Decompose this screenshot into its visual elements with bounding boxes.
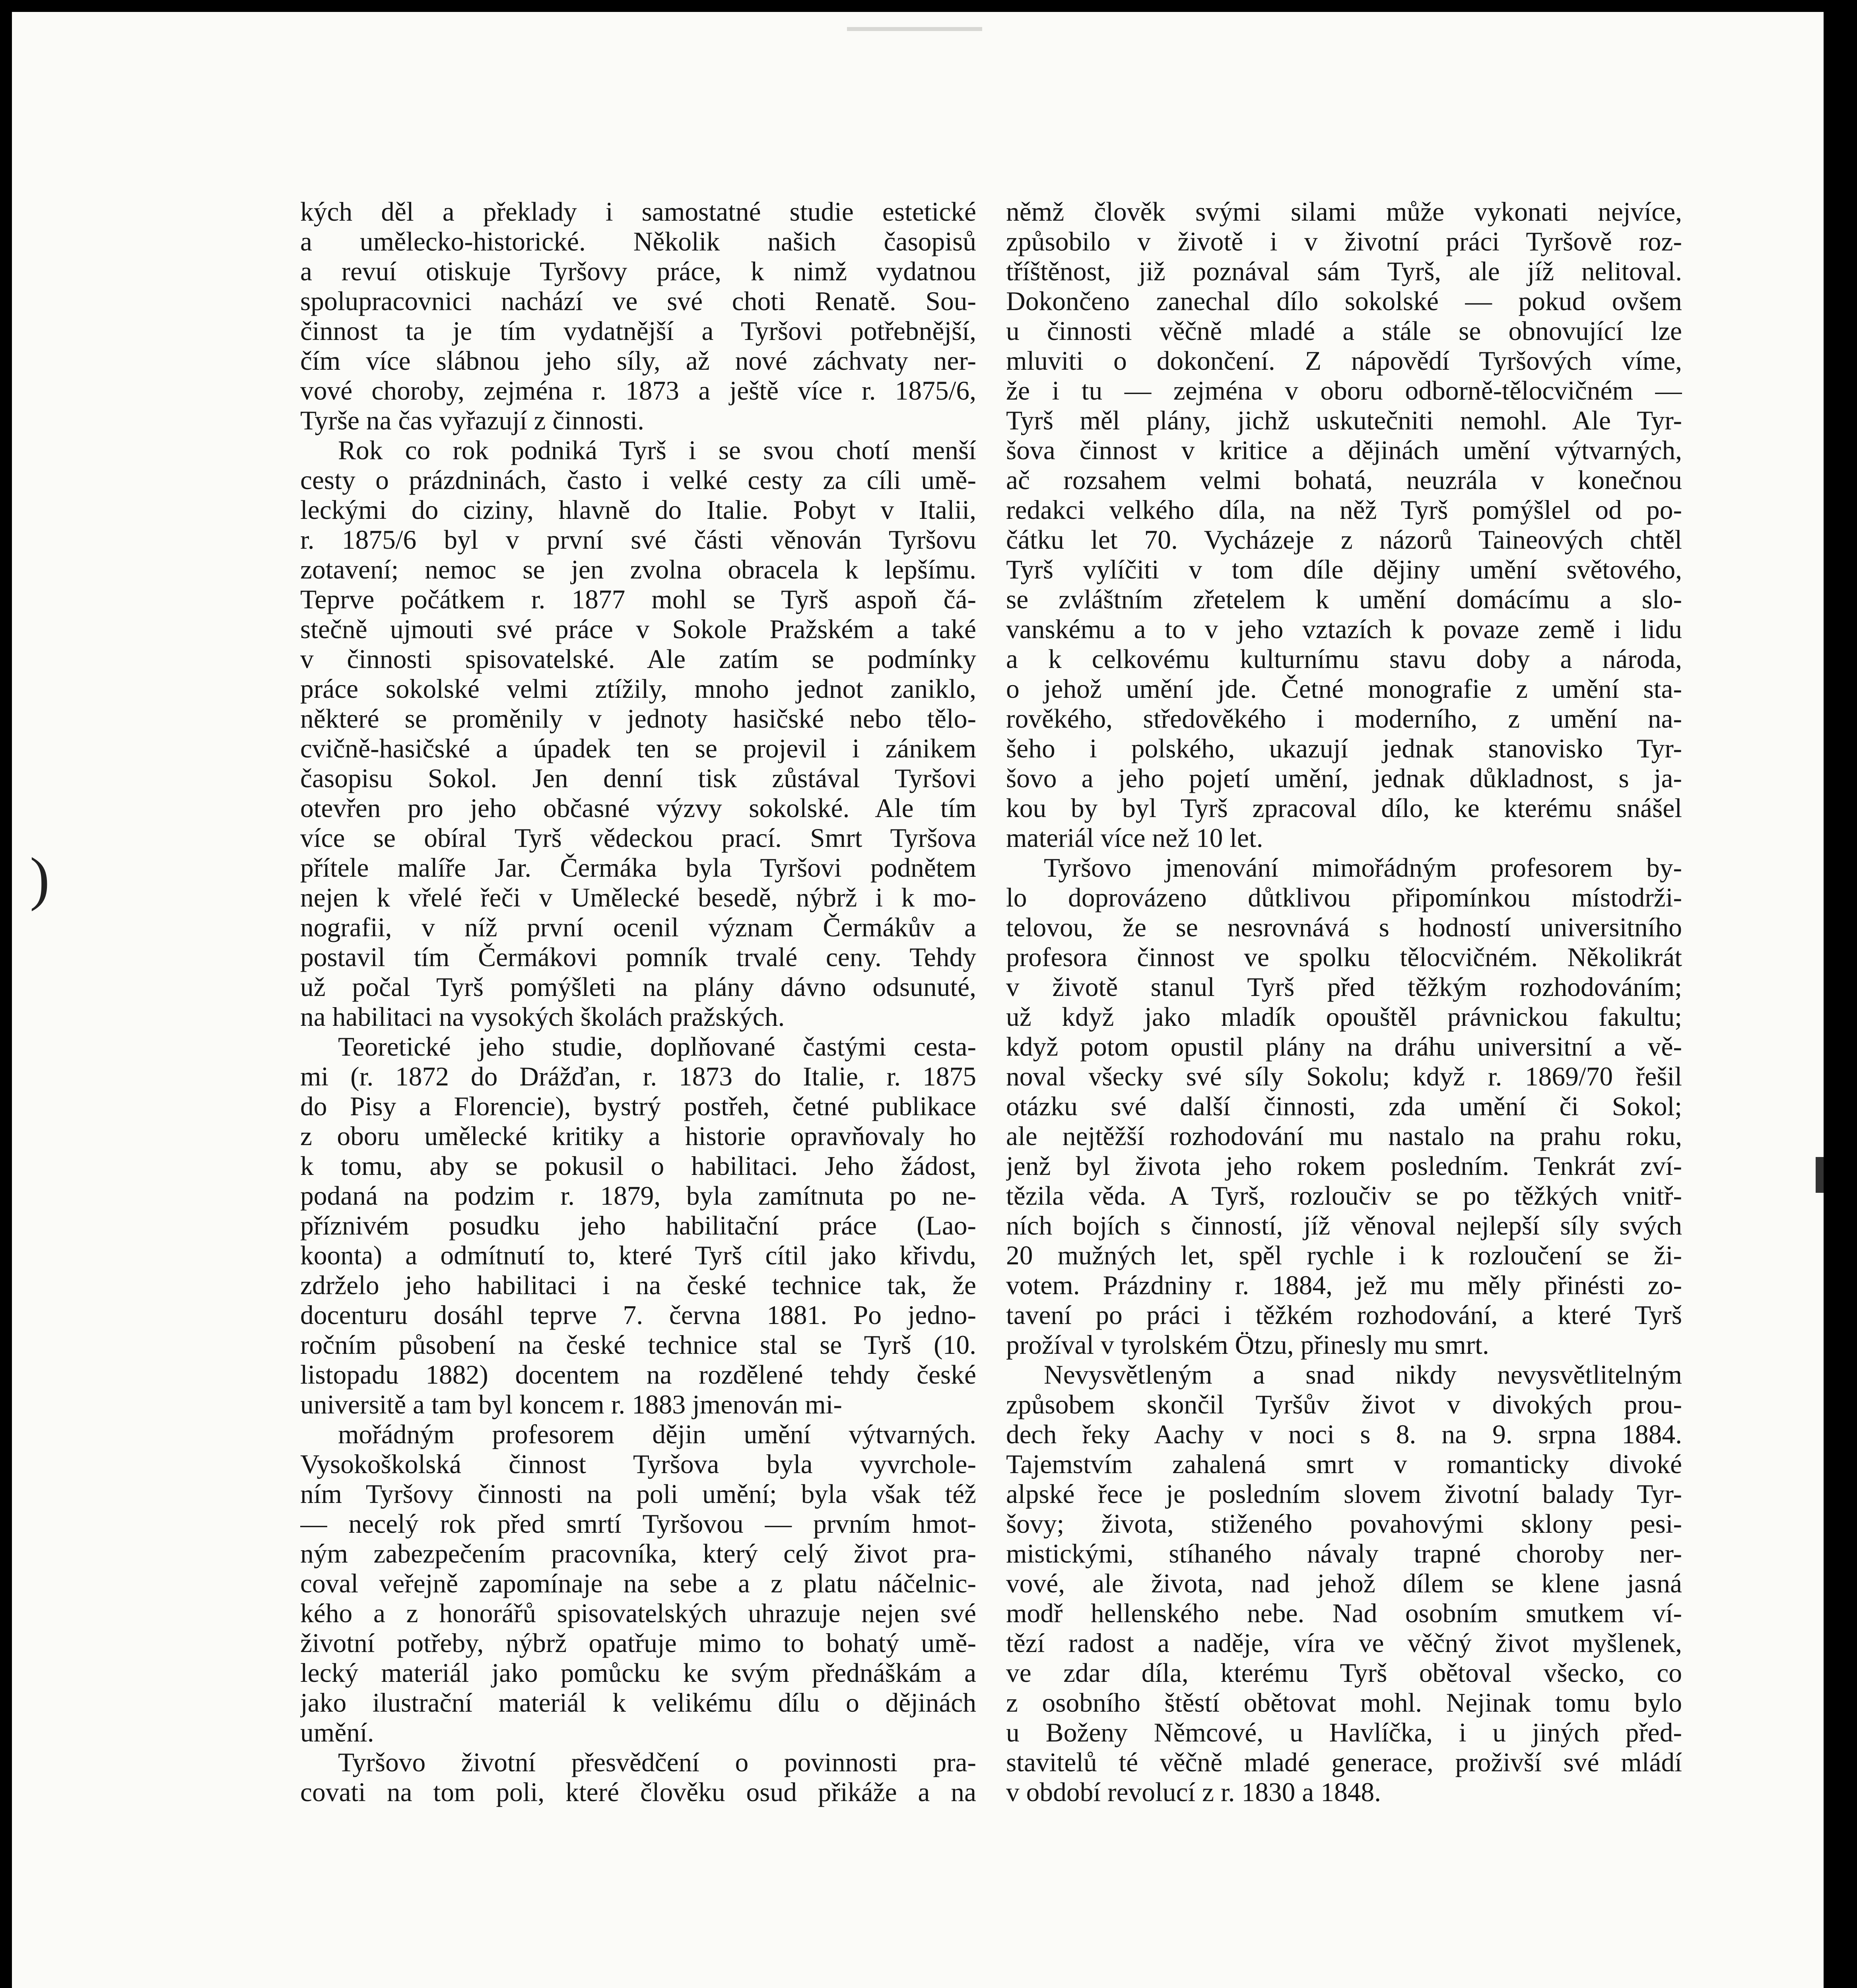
left-text-column bbox=[300, 197, 976, 1807]
text-line: rověkého, středověkého i moderního, z umění na- bbox=[1006, 704, 1682, 734]
text-line: vanskému a to v jeho vztazích k povaze země i lidu bbox=[1006, 614, 1682, 644]
text-line: kých děl a překlady i samostatné studie estetické bbox=[300, 197, 976, 227]
text-line: umění. bbox=[300, 1718, 374, 1747]
text-line: že i tu — zejména v oboru odborně-tělocvičném — bbox=[1006, 376, 1682, 406]
text-line: ale nejtěžší rozhodování mu nastalo na prahu roku, bbox=[1006, 1121, 1682, 1151]
text-line: způsobem skončil Tyršův život v divokých prou- bbox=[1006, 1390, 1682, 1419]
text-line: Tyrše na čas vyřazují z činnosti. bbox=[300, 406, 644, 435]
text-line: redakci velkého díla, na něž Tyrš pomýšlel od po- bbox=[1006, 495, 1682, 525]
text-line: spolupracovnici nachází ve své choti Renatě. Sou- bbox=[300, 286, 976, 316]
text-line: postavil tím Čermákovi pomník trvalé ceny. Tehdy bbox=[300, 942, 976, 972]
text-line: se zvláštním zřetelem k umění domácímu a slo- bbox=[1006, 584, 1682, 614]
text-line: listopadu 1882) docentem na rozdělené tehdy české bbox=[300, 1360, 976, 1390]
text-line: kou by byl Tyrš zpracoval dílo, ke kterému snášel bbox=[1006, 793, 1682, 823]
text-line: v období revolucí z r. 1830 a 1848. bbox=[1006, 1777, 1381, 1807]
text-line: ač rozsahem velmi bohatá, neuzrála v konečnou bbox=[1006, 465, 1682, 495]
text-line: kého a z honorářů spisovatelských uhrazuje nejen své bbox=[300, 1598, 976, 1628]
text-line: už když jako mladík opouštěl právnickou fakultu; bbox=[1006, 1002, 1682, 1032]
text-line: ve zdar díla, kterému Tyrš obětoval všecko, co bbox=[1006, 1658, 1682, 1688]
text-line: přítele malíře Jar. Čermáka byla Tyršovi podnětem bbox=[300, 853, 976, 883]
text-line: práce sokolské velmi ztížily, mnoho jednot zaniklo, bbox=[300, 674, 976, 704]
text-line: covati na tom poli, které člověku osud přikáže a na bbox=[300, 1777, 976, 1807]
text-line: Teprve počátkem r. 1877 mohl se Tyrš aspoň čá- bbox=[300, 584, 976, 614]
text-line: šovo a jeho pojetí umění, jednak důkladnost, s ja- bbox=[1006, 763, 1682, 793]
text-line: ným zabezpečením pracovníka, který celý život pra- bbox=[300, 1539, 976, 1569]
text-line: ním Tyršovy činnosti na poli umění; byla však též bbox=[300, 1479, 976, 1509]
scanned-page bbox=[12, 12, 1824, 1988]
text-line: cvičně-hasičské a úpadek ten se projevil i zánikem bbox=[300, 734, 976, 763]
text-line: v činnosti spisovatelské. Ale zatím se podmínky bbox=[300, 644, 976, 674]
text-line: čátku let 70. Vycházeje z názorů Taineových chtěl bbox=[1006, 525, 1682, 555]
text-line: lo doprovázeno důtklivou připomínkou místodrži- bbox=[1006, 883, 1682, 912]
text-line: leckými do ciziny, hlavně do Italie. Pobyt v Italii, bbox=[300, 495, 976, 525]
text-line: vové choroby, zejména r. 1873 a ještě více r. 1875/6, bbox=[300, 376, 976, 406]
text-line: koonta) a odmítnutí to, které Tyrš cítil jako křivdu, bbox=[300, 1241, 976, 1270]
text-line: lecký materiál jako pomůcku ke svým přednáškám a bbox=[300, 1658, 976, 1688]
text-line: Rok co rok podniká Tyrš i se svou chotí menší bbox=[338, 435, 976, 465]
text-line: ních bojích s činností, jíž věnoval nejlepší síly svých bbox=[1006, 1211, 1682, 1241]
text-line: Vysokoškolská činnost Tyršova byla vyvrchole- bbox=[300, 1449, 976, 1479]
text-line: — necelý rok před smrtí Tyršovou — prvním hmot- bbox=[300, 1509, 976, 1539]
text-line: docenturu dosáhl teprve 7. června 1881. Po jedno- bbox=[300, 1300, 976, 1330]
text-line: coval veřejně zapomínaje na sebe a z platu náčelnic- bbox=[300, 1569, 976, 1598]
text-line: některé se proměnily v jednoty hasičské nebo tělo- bbox=[300, 704, 976, 734]
text-line: o jehož umění jde. Četné monografie z umění sta- bbox=[1006, 674, 1682, 704]
text-line: zotavení; nemoc se jen zvolna obracela k lepšímu. bbox=[300, 555, 976, 584]
text-line: životní potřeby, nýbrž opatřuje mimo to bohatý umě- bbox=[300, 1628, 976, 1658]
text-line: z osobního štěstí obětovat mohl. Nejinak tomu bylo bbox=[1006, 1688, 1682, 1718]
text-line: tězila věda. A Tyrš, rozloučiv se po těžkých vnitř- bbox=[1006, 1181, 1682, 1211]
text-line: stečně ujmouti své práce v Sokole Pražském a také bbox=[300, 614, 976, 644]
text-line: stavitelů té věčně mladé generace, proživší své mládí bbox=[1006, 1747, 1682, 1777]
text-line: cesty o prázdninách, často i velké cesty za cíli umě- bbox=[300, 465, 976, 495]
text-line: u činnosti věčně mladé a stále se obnovující lze bbox=[1006, 316, 1682, 346]
text-line: více se obíral Tyrš vědeckou prací. Smrt Tyršova bbox=[300, 823, 976, 853]
text-line: r. 1875/6 byl v první své části věnován Tyršovu bbox=[300, 525, 976, 555]
text-line: tavení po práci i těžkém rozhodování, a které Tyrš bbox=[1006, 1300, 1682, 1330]
text-line: podaná na podzim r. 1879, byla zamítnuta po ne- bbox=[300, 1181, 976, 1211]
text-line: tězí radost a naděje, víra ve věčný život myšlenek, bbox=[1006, 1628, 1682, 1658]
text-line: už počal Tyrš pomýšleti na plány dávno odsunuté, bbox=[300, 972, 976, 1002]
text-line: jako ilustrační materiál k velikému dílu o dějinách bbox=[300, 1688, 976, 1718]
text-line: modř hellenského nebe. Nad osobním smutkem ví- bbox=[1006, 1598, 1682, 1628]
text-line: dech řeky Aachy v noci s 8. na 9. srpna 1884. bbox=[1006, 1419, 1682, 1449]
text-line: do Pisy a Florencie), bystrý postřeh, četné publikace bbox=[300, 1091, 976, 1121]
text-line: Tyršovo jmenování mimořádným profesorem by- bbox=[1044, 853, 1682, 883]
text-line: otázku své další činnosti, zda umění či Sokol; bbox=[1006, 1091, 1682, 1121]
text-line: na habilitaci na vysokých školách pražských. bbox=[300, 1002, 785, 1032]
text-line: Tajemstvím zahalená smrt v romanticky divoké bbox=[1006, 1449, 1682, 1479]
text-line: jenž byl života jeho rokem posledním. Tenkrát zví- bbox=[1006, 1151, 1682, 1181]
text-line: Tyršovo životní přesvědčení o povinnosti pra- bbox=[338, 1747, 976, 1777]
text-line: profesora činnost ve spolku tělocvičném. Několikrát bbox=[1006, 942, 1682, 972]
text-line: prožíval v tyrolském Ötzu, přinesly mu smrt. bbox=[1006, 1330, 1489, 1360]
text-line: zdrželo jeho habilitaci i na české technice tak, že bbox=[300, 1270, 976, 1300]
text-line: časopisu Sokol. Jen denní tisk zůstával Tyršovi bbox=[300, 763, 976, 793]
text-line: mistickými, stíhaného návaly trapné choroby ner- bbox=[1006, 1539, 1682, 1569]
text-line: k tomu, aby se pokusil o habilitaci. Jeho žádost, bbox=[300, 1151, 976, 1181]
margin-bracket-mark: ) bbox=[30, 846, 50, 912]
text-line: Teoretické jeho studie, doplňované častými cesta- bbox=[338, 1032, 976, 1062]
text-line: a umělecko-historické. Několik našich časopisů bbox=[300, 227, 976, 256]
text-line: noval všecky své síly Sokolu; když r. 1869/70 řešil bbox=[1006, 1062, 1682, 1091]
text-line: šovy; života, stiženého povahovými sklony pesi- bbox=[1006, 1509, 1682, 1539]
text-line: otevřen pro jeho občasné výzvy sokolské. Ale tím bbox=[300, 793, 976, 823]
text-line: votem. Prázdniny r. 1884, jež mu měly přinésti zo- bbox=[1006, 1270, 1682, 1300]
text-line: šeho i polského, ukazují jednak stanovisko Tyr- bbox=[1006, 734, 1682, 763]
text-line: materiál více než 10 let. bbox=[1006, 823, 1263, 853]
text-line: Nevysvětleným a snad nikdy nevysvětlitelným bbox=[1044, 1360, 1682, 1390]
scan-smudge-top bbox=[847, 27, 982, 31]
text-line: a revuí otiskuje Tyršovy práce, k nimž vydatnou bbox=[300, 256, 976, 286]
text-line: Tyrš měl plány, jichž uskutečniti nemohl. Ale Tyr- bbox=[1006, 406, 1682, 435]
text-line: Tyrš vylíčiti v tom díle dějiny umění světového, bbox=[1006, 555, 1682, 584]
text-line: alpské řece je posledním slovem životní balady Tyr- bbox=[1006, 1479, 1682, 1509]
right-text-column bbox=[1006, 197, 1682, 1807]
text-line: 20 mužných let, spěl rychle i k rozloučení se ži- bbox=[1006, 1241, 1682, 1270]
text-line: čím více slábnou jeho síly, až nové záchvaty ner- bbox=[300, 346, 976, 376]
text-line: ročním působení na české technice stal se Tyrš (10. bbox=[300, 1330, 976, 1360]
text-line: vové, ale života, nad jehož dílem se klene jasná bbox=[1006, 1569, 1682, 1598]
text-line: Dokončeno zanechal dílo sokolské — pokud ovšem bbox=[1006, 286, 1682, 316]
text-line: mluviti o dokončení. Z nápovědí Tyršových víme, bbox=[1006, 346, 1682, 376]
text-line: nografii, v níž první ocenil význam Čermákův a bbox=[300, 912, 976, 942]
text-line: němž člověk svými silami může vykonati nejvíce, bbox=[1006, 197, 1682, 227]
text-line: tříštěnost, již poznával sám Tyrš, ale jíž nelitoval. bbox=[1006, 256, 1682, 286]
text-line: a k celkovému kulturnímu stavu doby a národa, bbox=[1006, 644, 1682, 674]
text-line: u Boženy Němcové, u Havlíčka, i u jiných před- bbox=[1006, 1718, 1682, 1747]
text-line: telovou, že se nesrovnává s hodností universitního bbox=[1006, 912, 1682, 942]
text-line: šova činnost v kritice a dějinách umění výtvarných, bbox=[1006, 435, 1682, 465]
text-line: mořádným profesorem dějin umění výtvarných. bbox=[338, 1419, 976, 1449]
text-line: činnost ta je tím vydatnější a Tyršovi potřebnější, bbox=[300, 316, 976, 346]
text-line: nejen k vřelé řeči v Umělecké besedě, nýbrž i k mo- bbox=[300, 883, 976, 912]
text-line: když potom opustil plány na dráhu universitní a vě- bbox=[1006, 1032, 1682, 1062]
text-line: příznivém posudku jeho habilitační práce (Lao- bbox=[300, 1211, 976, 1241]
text-line: v životě stanul Tyrš před těžkým rozhodováním; bbox=[1006, 972, 1682, 1002]
text-line: universitě a tam byl koncem r. 1883 jmenován mi- bbox=[300, 1390, 842, 1419]
text-line: způsobilo v životě i v životní práci Tyršově roz- bbox=[1006, 227, 1682, 256]
text-line: mi (r. 1872 do Drážďan, r. 1873 do Italie, r. 1875 bbox=[300, 1062, 976, 1091]
text-line: z oboru umělecké kritiky a historie opravňovaly ho bbox=[300, 1121, 976, 1151]
edge-mark-right bbox=[1816, 1157, 1824, 1193]
